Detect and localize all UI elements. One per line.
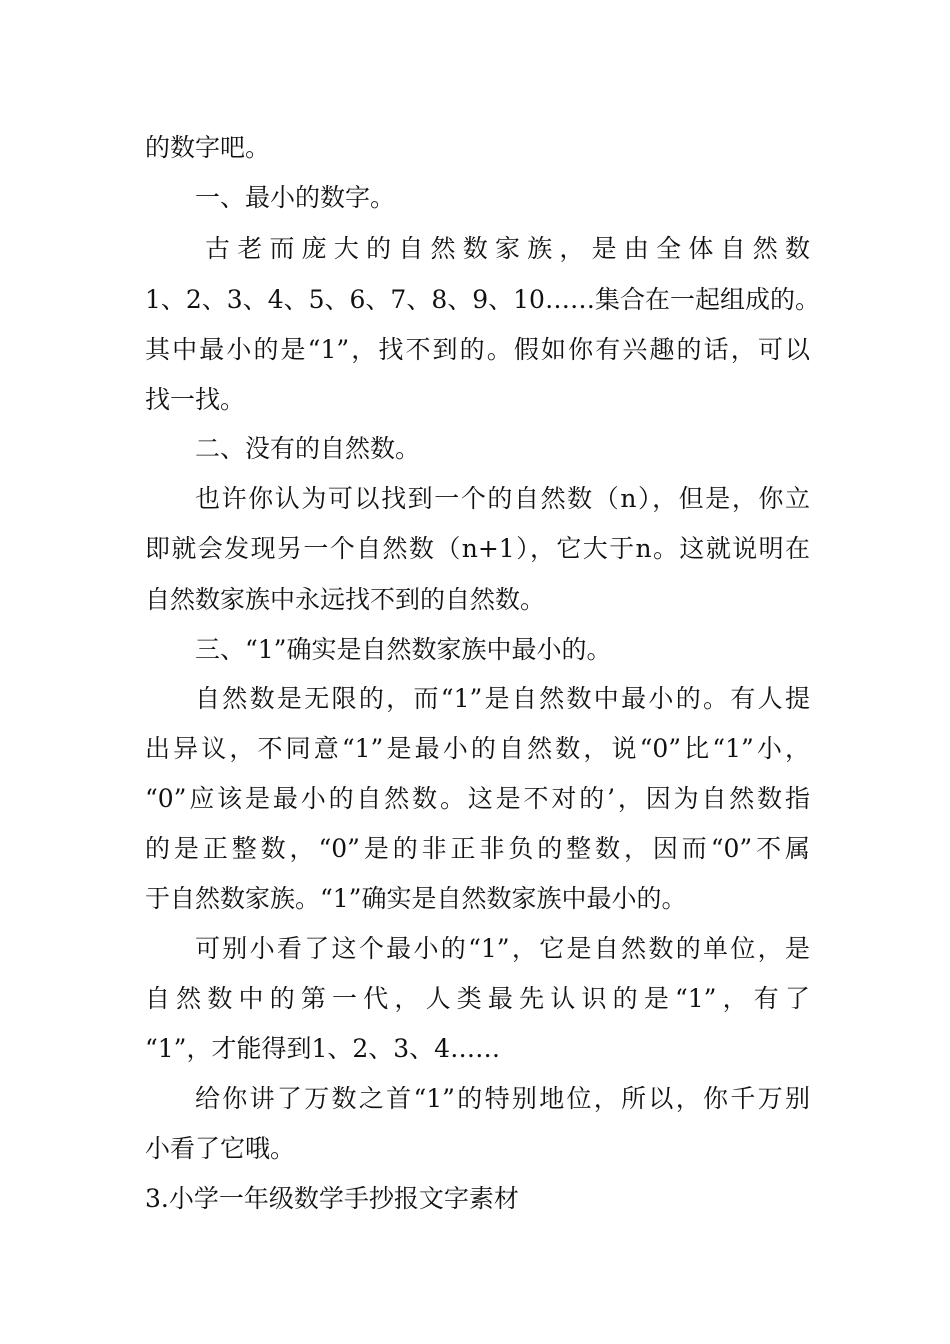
text-line: 也许你认为可以找到一个的自然数（n），但是，你立	[195, 484, 810, 513]
text-line: 小看了它哦。	[145, 1134, 296, 1163]
section-title: 3.小学一年级数学手抄报文字素材	[145, 1184, 519, 1213]
text-line: 可别小看了这个最小的“1”，它是自然数的单位，是	[195, 934, 810, 963]
text-line: 于自然数家族。“1”确实是自然数家族中最小的。	[145, 884, 687, 913]
text-line: 古老而庞大的自然数家族，是由全体自然数	[205, 234, 810, 263]
text-line: 给你讲了万数之首“1”的特别地位，所以，你千万别	[195, 1084, 810, 1113]
section-heading: 一、最小的数字。	[195, 183, 396, 212]
text-line: 自然数中的第一代，人类最先认识的是“1”，有了	[145, 984, 810, 1013]
section-heading: 二、没有的自然数。	[195, 434, 421, 463]
text-line: 其中最小的是“1”，找不到的。假如你有兴趣的话，可以	[145, 335, 810, 364]
text-line: 找一找。	[145, 385, 246, 414]
text-line: 出异议，不同意“1”是最小的自然数，说“0”比“1”小，	[145, 734, 810, 763]
text-line: 的数字吧。	[145, 133, 271, 162]
text-line: 自然数家族中永远找不到的自然数。	[145, 585, 546, 614]
text-line: “1”，才能得到1、2、3、4……	[145, 1034, 501, 1063]
text-line: 即就会发现另一个自然数（n+1），它大于n。这就说明在	[145, 534, 810, 563]
text-line: “0”应该是最小的自然数。这是不对的’，因为自然数指	[145, 784, 810, 813]
text-line: 的是正整数，“0”是的非正非负的整数，因而“0”不属	[145, 834, 810, 863]
text-line: 自然数是无限的，而“1”是自然数中最小的。有人提	[195, 684, 810, 713]
section-heading: 三、“1”确实是自然数家族中最小的。	[195, 635, 612, 664]
text-line: 1、2、3、4、5、6、7、8、9、10……集合在一起组成的。	[145, 285, 820, 314]
